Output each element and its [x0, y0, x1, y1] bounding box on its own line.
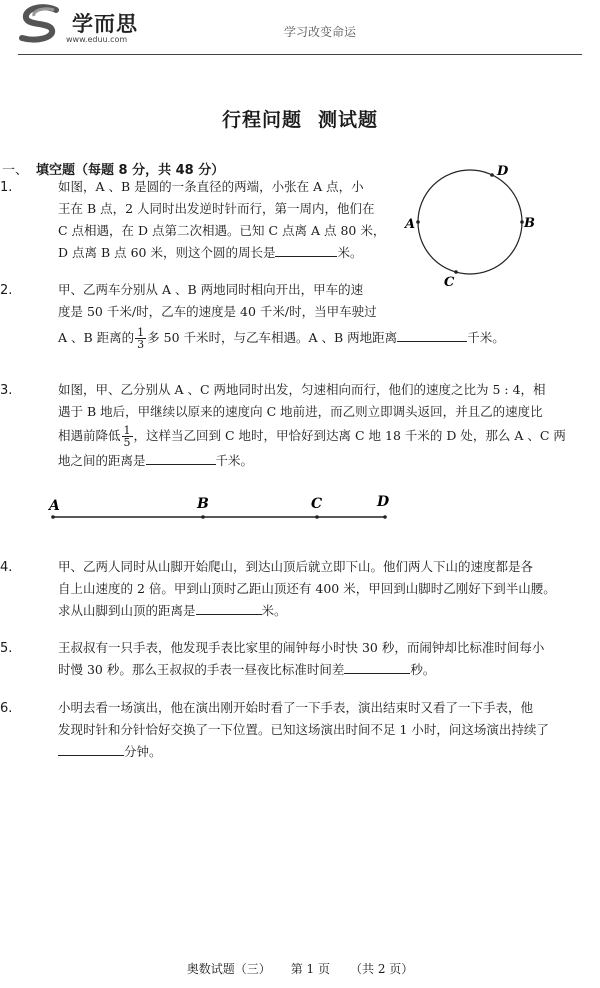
fraction-numerator: 1 [137, 326, 145, 339]
header-divider [18, 54, 582, 55]
question-line: 地之间的距离是 [58, 453, 146, 468]
question-line: 发现时针和分针恰好交换了一下位置。已知这场演出时间不足 1 小时，问这场演出持续了 [58, 722, 549, 737]
question-line: 如图，A 、B 是圆的一条直径的两端，小张在 A 点，小 [58, 179, 364, 194]
question-line: 如图，甲、乙分别从 A 、C 两地同时出发，匀速相向而行，他们的速度之比为 5 : 4，相 [58, 382, 546, 397]
question-line: C 点相遇，在 D 点第二次相遇。已知 C 点离 A 点 80 米， [58, 223, 386, 238]
fraction-numerator: 1 [123, 424, 131, 437]
question-line: 王在 B 点，2 人同时出发逆时针而行，第一周内，他们在 [58, 201, 375, 216]
page-footer [0, 960, 600, 977]
answer-unit: 分钟。 [124, 744, 162, 759]
fraction-denominator: 5 [123, 436, 131, 449]
answer-unit: 千米。 [215, 453, 254, 468]
question-line: 自上山速度的 2 倍。甲到山顶时乙距山顶还有 400 米，甲回到山脚时乙刚好下到半山腰。 [58, 581, 556, 596]
logo-url: www.eduu.com [66, 35, 128, 44]
logo-text: 学而思 [72, 12, 138, 36]
answer-unit: 秒。 [410, 662, 436, 677]
question-line: 多 50 千米时，与乙车相遇。A 、B 两地距离 [147, 330, 398, 345]
footer-page-total: （共 2 页） [350, 962, 414, 976]
point-d [490, 173, 494, 177]
point-a [51, 515, 55, 519]
question-number: 1. [0, 180, 13, 195]
question-line: 相遇前降低 [58, 428, 121, 443]
fraction-denominator: 3 [137, 338, 145, 351]
label-c: C [311, 496, 323, 512]
section-number: 一、 [2, 163, 29, 178]
fraction [122, 425, 133, 448]
label-a: A [405, 217, 416, 232]
label-a: A [49, 498, 60, 514]
point-d [383, 515, 387, 519]
answer-unit: 米。 [261, 603, 287, 618]
question-6-text [58, 697, 588, 763]
question-3-text [58, 379, 588, 472]
question-line: 甲、乙两车分别从 A 、B 两地同时相向开出，甲车的速 [58, 282, 364, 297]
page-title [0, 105, 600, 132]
answer-blank[interactable] [397, 327, 467, 342]
question-number: 5. [0, 641, 13, 656]
question-line: 甲、乙两人同时从山脚开始爬山，到达山顶后就立即下山。他们两人下山的速度都是各 [58, 559, 534, 574]
question-5-text [58, 637, 588, 681]
section-title: 填空题（每题 8 分，共 48 分） [36, 163, 225, 178]
label-d: D [497, 164, 509, 179]
footer-doc-name: 奥数试题（三） [186, 962, 271, 976]
question-line: 遇于 B 地后，甲继续以原来的速度向 C 地前进，而乙则立即调头返回，并且乙的速度比 [58, 404, 543, 419]
answer-unit: 米。 [337, 245, 363, 260]
question-number: 3. [0, 383, 13, 398]
point-c [454, 270, 458, 274]
question-line: D 点离 B 点 60 米，则这个圆的周长是 [58, 245, 276, 260]
question-4-text [58, 556, 588, 622]
title-main: 行程问题 [221, 109, 302, 131]
answer-unit: 千米。 [467, 330, 505, 345]
point-c [315, 515, 319, 519]
fraction [135, 327, 146, 350]
answer-blank[interactable] [196, 600, 262, 615]
answer-blank[interactable] [58, 741, 124, 756]
footer-page-number: 第 1 页 [290, 962, 330, 976]
line-figure [45, 490, 395, 526]
question-line: 小明去看一场演出，他在演出刚开始时看了一下手表，演出结束时又看了一下手表，他 [58, 700, 534, 715]
point-a [416, 220, 420, 224]
question-line: 求从山脚到山顶的距离是 [58, 603, 196, 618]
title-sub: 测试题 [318, 109, 379, 131]
label-d: D [377, 494, 390, 510]
question-line: ，这样当乙回到 C 地时，甲恰好到达离 C 地 18 千米的 D 处，那么 A 、C 两 [133, 428, 566, 443]
label-c: C [444, 275, 455, 290]
question-line: 度是 50 千米/时，乙车的速度是 40 千米/时，当甲车驶过 [58, 304, 377, 319]
question-line: A 、B 距离的 [58, 330, 135, 345]
circle-outline [418, 170, 522, 274]
label-b: B [197, 496, 209, 512]
question-1-text [58, 176, 398, 264]
answer-blank[interactable] [344, 659, 410, 674]
question-line: 王叔叔有一只手表，他发现手表比家里的闹钟每小时快 30 秒，而闹钟却比标准时间每小 [58, 640, 545, 655]
label-b: B [524, 216, 535, 231]
header-slogan: 学习改变命运 [283, 25, 356, 39]
point-b [201, 515, 205, 519]
answer-blank[interactable] [146, 450, 216, 465]
question-number: 6. [0, 701, 13, 716]
circle-figure [396, 160, 546, 290]
question-line: 时慢 30 秒。那么王叔叔的手表一昼夜比标准时间差 [58, 662, 345, 677]
answer-blank[interactable] [275, 242, 337, 257]
question-2-text [58, 279, 538, 350]
question-number: 4. [0, 560, 13, 575]
question-number: 2. [0, 283, 13, 298]
